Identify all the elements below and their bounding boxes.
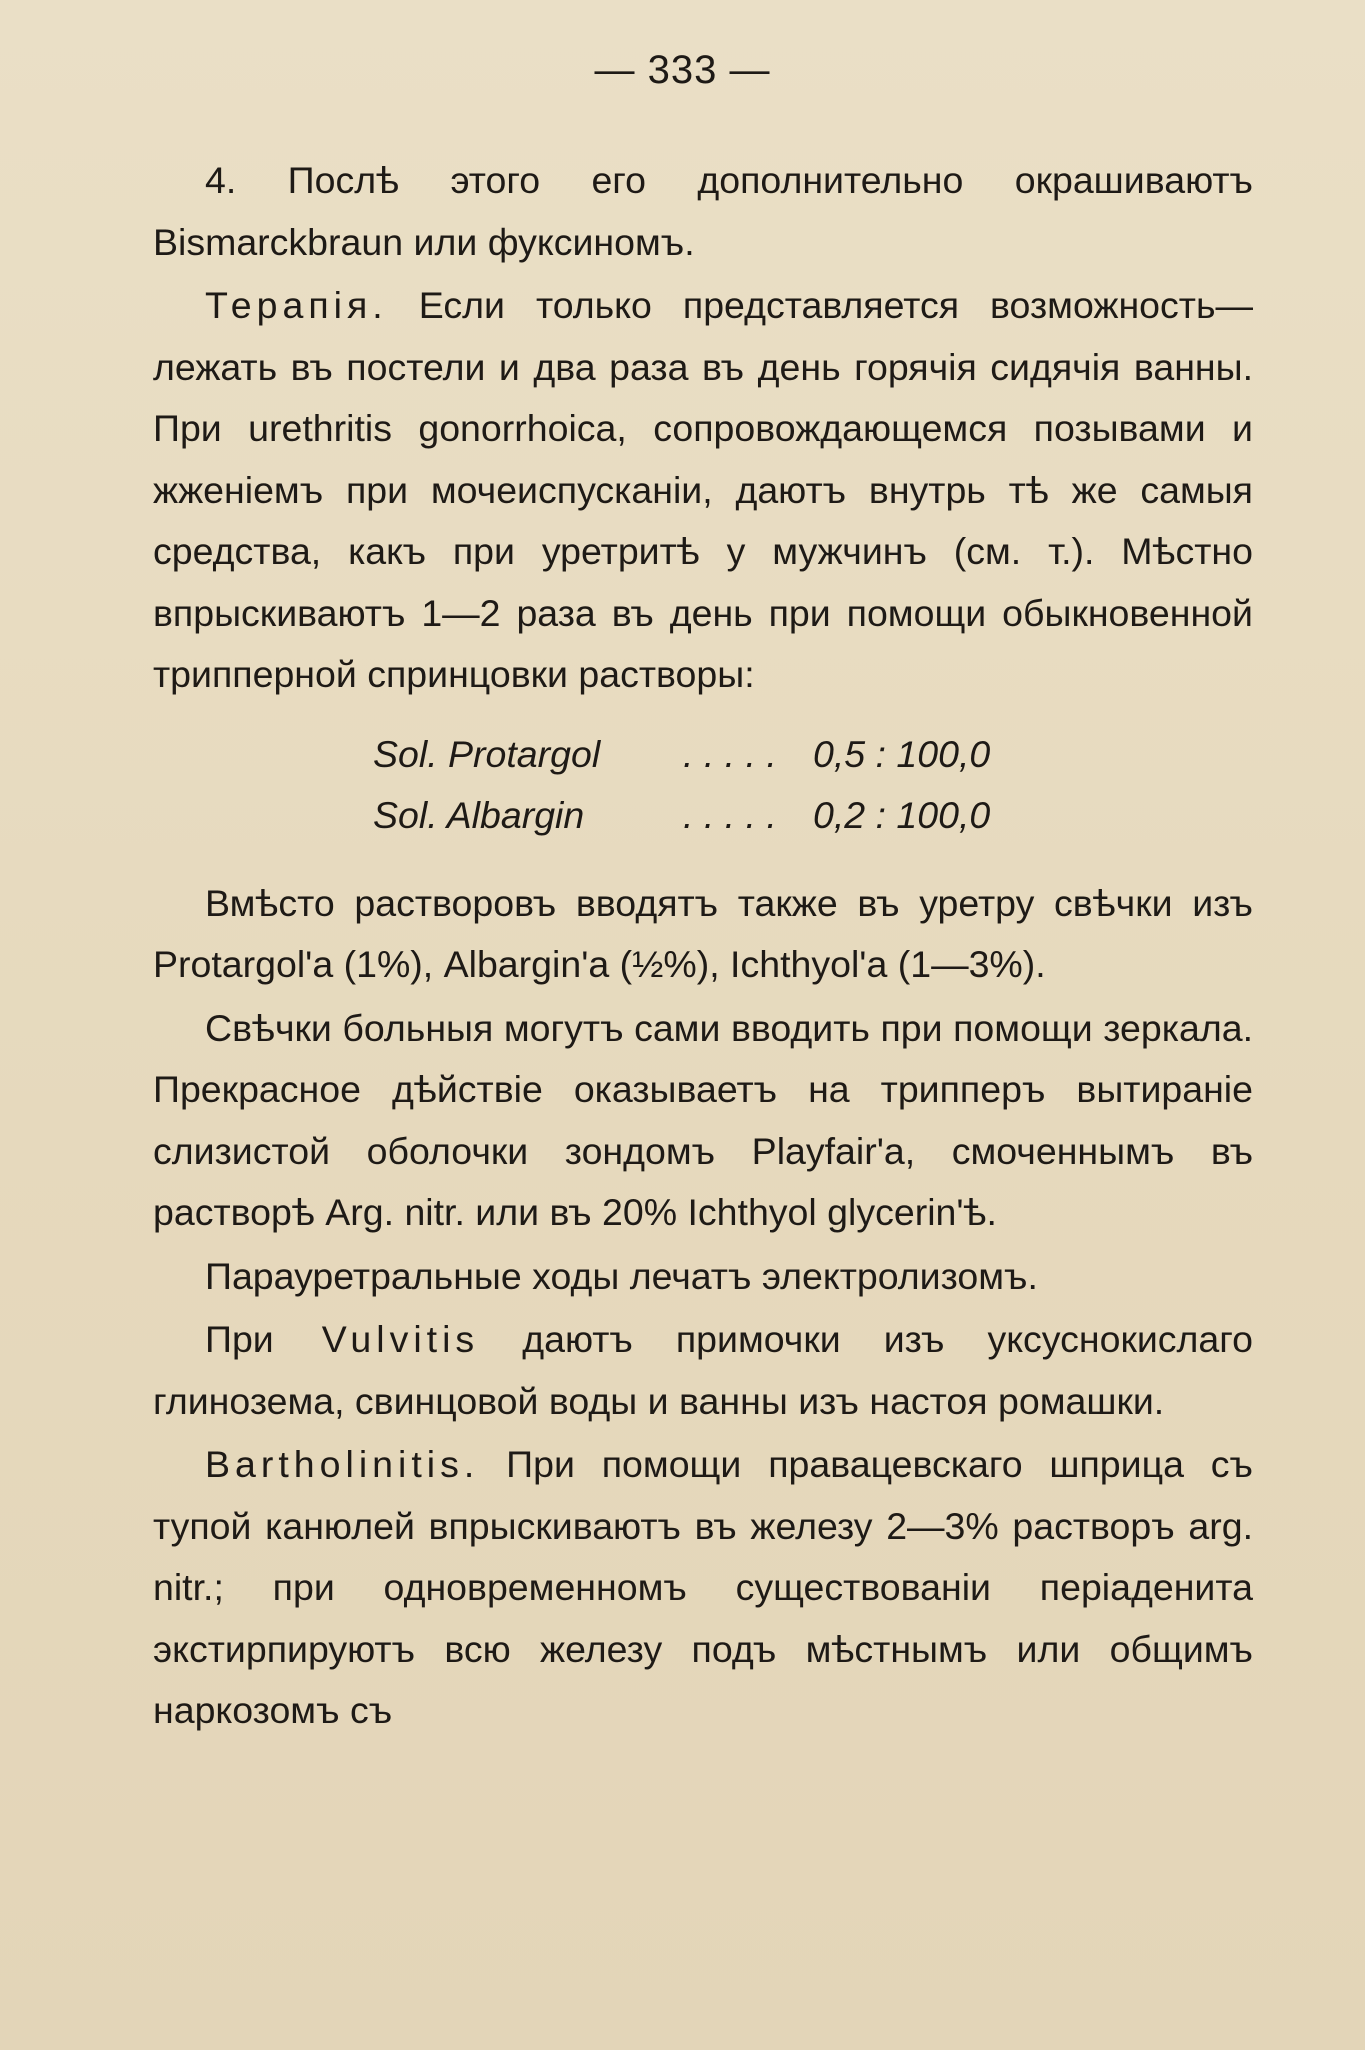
prescription-name: Sol. Protargol xyxy=(373,732,601,775)
paragraph-vulvitis xyxy=(153,1309,1253,1432)
prescription-value: 0,2 : 100,0 xyxy=(813,794,991,836)
bartholinitis-text: При помощи правацевскаго шприца съ тупой канюлей впрыскиваютъ въ железу 2—3% растворъ arg. nitr.; при одновременномъ существованіи періаденита экстирпируютъ всю железу подъ мѣстнымъ или общимъ наркозомъ съ xyxy=(153,1443,1253,1731)
paragraph-1-text: 4. Послѣ этого его дополнительно окрашиваютъ Bismarckbraun или фуксиномъ. xyxy=(153,159,1253,263)
paragraph-candles-text: Вмѣсто растворовъ вводятъ также въ уретру свѣчки изъ Protargol'а (1%), Albargin'а (½%), Ichthyol'а (1—3%). xyxy=(153,881,1253,985)
paragraph-bartholinitis xyxy=(153,1434,1253,1742)
vulvitis-lead: При xyxy=(205,1318,274,1360)
page-body xyxy=(153,150,1253,1744)
prescription-block xyxy=(153,724,1253,847)
paragraph-paraurethral-text: Парауретральные ходы лечатъ электролизомъ. xyxy=(205,1254,1038,1297)
prescription-name: Sol. Albargin xyxy=(373,794,585,836)
paragraph-paraurethral xyxy=(153,1246,1253,1308)
prescription-row xyxy=(153,724,1253,786)
therapy-text: Если только представляется возможность—лежать въ постели и два раза въ день горячія сидячія ванны. При urethritis gonorrhoica, сопровождающемся позывами и жженіемъ при мочеиспусканіи, даютъ внутрь тѣ же самыя средства, какъ при уретритѣ у мужчинъ (см. т.). Мѣстно впрыскиваютъ 1—2 раза въ день при помощи обыкновенной трипперной спринцовки растворы: xyxy=(153,284,1253,695)
therapy-heading: Терапія. xyxy=(205,284,388,326)
paragraph-candles xyxy=(153,873,1253,996)
prescription-value: 0,5 : 100,0 xyxy=(813,732,991,775)
paragraph-mirror-text: Свѣчки больныя могутъ сами вводить при помощи зеркала. Прекрасное дѣйствіе оказываетъ на трипперъ вытираніе слизистой оболочки зондомъ Playfair'а, смоченнымъ въ растворѣ Arg. nitr. или въ 20% Ichthyol glycerin'ѣ. xyxy=(153,1006,1253,1233)
page-number: — 333 — xyxy=(594,48,771,92)
paragraph-1 xyxy=(153,150,1253,273)
vulvitis-text: даютъ примочки изъ уксуснокислаго глинозема, свинцовой воды и ванны изъ настоя ромашки. xyxy=(153,1318,1254,1422)
prescription-row xyxy=(153,785,1253,847)
paragraph-therapy xyxy=(153,275,1253,706)
bartholinitis-heading: Bartholinitis. xyxy=(205,1443,480,1485)
prescription-dots: . . . . . xyxy=(683,732,777,775)
prescription-dots: . . . . . xyxy=(683,794,777,836)
vulvitis-term: Vulvitis xyxy=(273,1318,480,1360)
paragraph-mirror xyxy=(153,998,1253,1244)
